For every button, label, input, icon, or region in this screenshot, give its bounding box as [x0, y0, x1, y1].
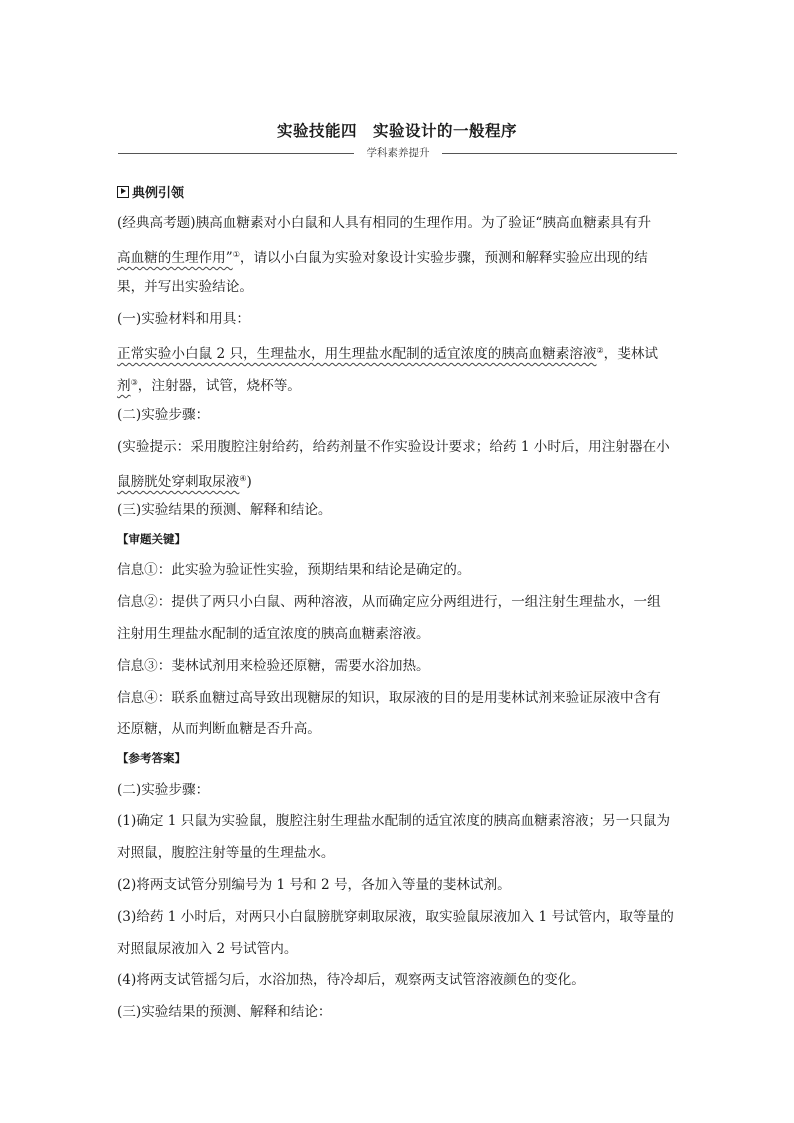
marker-2: ②	[596, 346, 604, 355]
text-span: )	[246, 474, 252, 490]
marker-1: ①	[232, 250, 240, 259]
question-line: (经典高考题)胰高血糖素对小白鼠和人具有相同的生理作用。为了验证“胰高血糖素具有升	[117, 215, 652, 231]
question-line	[117, 373, 301, 396]
divider-left	[118, 153, 354, 154]
marker-4: ④	[239, 474, 247, 483]
key-line: 信息③：斐林试剂用来检验还原糖，需要水浴加热。	[117, 658, 430, 674]
underlined-text: 剂	[117, 378, 131, 394]
key-line: 信息①：此实验为验证性实验，预期结果和结论是确定的。	[117, 562, 471, 578]
answer-line: 对照鼠尿液加入 2 号试管内。	[117, 941, 298, 957]
key-line: 信息②：提供了两只小白鼠、两种溶液，从而确定应分两组进行，一组注射生理盐水，一组	[117, 594, 661, 610]
key-line: 注射用生理盐水配制的适宜浓度的胰高血糖素溶液。	[117, 626, 430, 642]
example-heading-label: 典例引领	[132, 186, 185, 201]
answer-line: (4)将两支试管摇匀后，水浴加热，待冷却后，观察两支试管溶液颜色的变化。	[117, 972, 585, 988]
answer-line: (1)确定 1 只鼠为实验鼠，腹腔注射生理盐水配制的适宜浓度的胰高血糖素溶液；另一只鼠为	[117, 813, 671, 829]
question-line: (一)实验材料和用具：	[117, 311, 250, 327]
question-line	[117, 469, 252, 492]
question-line	[117, 341, 658, 364]
question-line: (三)实验结果的预测、解释和结论。	[117, 502, 332, 518]
key-points-heading: 【审题关键】	[117, 532, 186, 546]
question-line	[117, 245, 648, 268]
answer-line: (3)给药 1 小时后，对两只小白鼠膀胱穿刺取尿液，取实验鼠尿液加入 1 号试管内，取等量的	[117, 909, 674, 925]
text-span: ，注射器，试管，烧杯等。	[137, 378, 301, 394]
answer-line: (2)将两支试管分别编号为 1 号和 2 号，各加入等量的斐林试剂。	[117, 877, 511, 893]
question-line: 果，并写出实验结论。	[117, 279, 253, 295]
answer-heading: 【参考答案】	[117, 751, 186, 765]
play-icon	[117, 186, 129, 198]
underlined-text: 鼠膀胱处穿刺取尿液	[117, 474, 240, 490]
marker-3: ③	[130, 378, 138, 387]
underlined-text: 高血糖的生理作用”	[117, 250, 233, 266]
key-line: 还原糖，从而判断血糖是否升高。	[117, 721, 321, 737]
answer-line: (二)实验步骤：	[117, 782, 210, 798]
answer-line: (三)实验结果的预测、解释和结论：	[117, 1004, 332, 1020]
key-line: 信息④：联系血糖过高导致出现糖尿的知识，取尿液的目的是用斐林试剂来验证尿液中含有	[117, 690, 661, 706]
example-heading	[117, 182, 184, 201]
underlined-text: 正常实验小白鼠 2 只，生理盐水，用生理盐水配制的适宜浓度的胰高血糖素溶液	[117, 346, 597, 362]
divider-right	[442, 153, 677, 154]
text-span: ，请以小白鼠为实验对象设计实验步骤，预测和解释实验应出现的结	[239, 250, 648, 266]
section-subtitle: 学科素养提升	[366, 147, 430, 159]
question-line: (实验提示：采用腹腔注射给药，给药剂量不作实验设计要求；给药 1 小时后，用注射器在小	[117, 439, 670, 455]
text-span: ，斐林试	[603, 346, 659, 362]
page-title: 实验技能四 实验设计的一般程序	[276, 122, 517, 140]
question-line: (二)实验步骤：	[117, 407, 210, 423]
answer-line: 对照鼠，腹腔注射等量的生理盐水。	[117, 845, 335, 861]
